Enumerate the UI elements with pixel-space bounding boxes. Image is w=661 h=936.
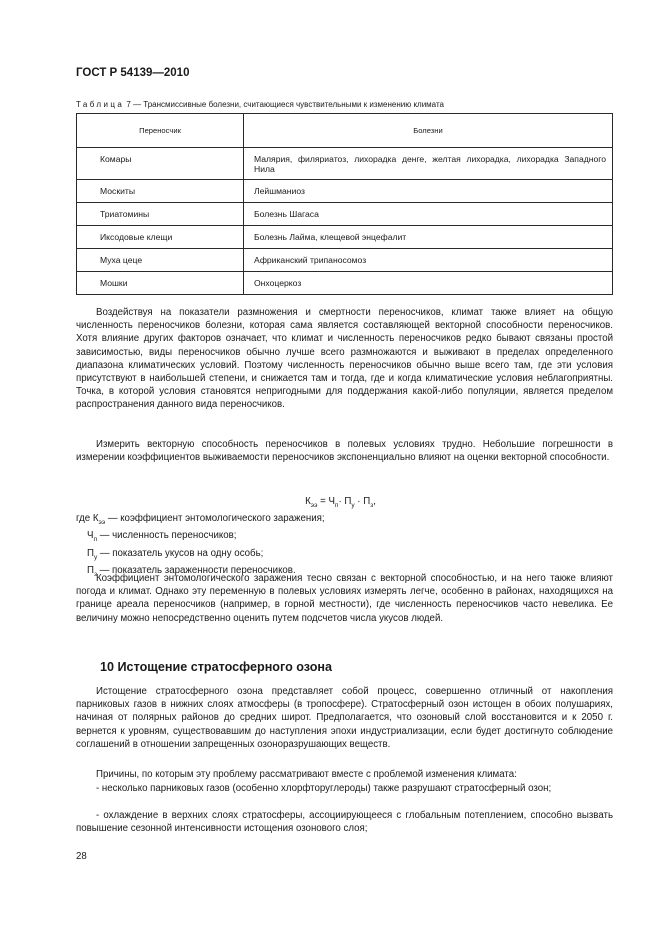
definition-line: где $К_{ээ}$ — коэффициент энтомологического заражения; [76, 513, 325, 526]
vector-cell: Триатомины [77, 203, 244, 226]
vector-cell: Мошки [77, 272, 244, 295]
table-caption-prefix: Таблица [76, 100, 125, 109]
table-row [77, 148, 613, 180]
vector-disease-table [76, 113, 613, 295]
table-row [77, 203, 613, 226]
col-header-vector: Переносчик [77, 114, 244, 148]
col-header-diseases: Болезни [244, 114, 613, 148]
table-caption [76, 100, 444, 109]
disease-cell: Болезнь Лайма, клещевой энцефалит [244, 226, 613, 249]
paragraph-reasons: Причины, по которым эту проблему рассматривают вместе с проблемой изменения климата: [96, 769, 517, 780]
disease-cell: Болезнь Шагаса [244, 203, 613, 226]
disease-cell: Онхоцеркоз [244, 272, 613, 295]
table-row [77, 226, 613, 249]
disease-cell: Малярия, филяриатоз, лихорадка денге, желтая лихорадка, лихорадка Западного Нила [244, 148, 613, 180]
vector-cell: Иксодовые клещи [77, 226, 244, 249]
list-item: - охлаждение в верхних слоях стратосферы, ассоциирующееся с глобальным потеплением, способно вызвать повышение сезонной интенсивности истощения озонового слоя; [76, 810, 613, 835]
table-caption-text: 7 — Трансмиссивные болезни, считающиеся чувствительными к изменению климата [124, 100, 444, 109]
disease-cell: Лейшманиоз [244, 180, 613, 203]
document-header: ГОСТ Р 54139—2010 [76, 67, 190, 79]
table-row [77, 180, 613, 203]
list-item: - несколько парниковых газов (особенно хлорфторуглероды) также разрушают стратосферный озон; [96, 783, 552, 794]
paragraph-eir: Коэффициент энтомологического заражения тесно связан с векторной способностью, и на него также влияют погода и климат. Однако эту переменную в полевых условиях измерять легче, особенно в районах, находящихся на границе ареала переносчиков (например, в горной местности), где численность переносчиков часто невелика. Ее величину можно непосредственно оценить путем подсчетов числа укусов людей. [76, 573, 613, 624]
vector-cell: Москиты [77, 180, 244, 203]
definition-line: $П_з$ — показатель зараженности переносчиков. [87, 565, 296, 578]
section-title: 10 Истощение стратосферного озона [100, 660, 333, 674]
paragraph-ozone: Истощение стратосферного озона представляет собой процесс, совершенно отличный от накопления парниковых газов в нижних слоях атмосферы (в тропосфере). Стратосферный озон истощен в обоих полушариях, начиная от полярных районов до средних широт. Предполагается, что озоновый слой восстановится и к 2050 г. вернется к уровням, существовавшим до наступления эпохи индустриализации, если будет достигнуто соблюдение соглашений в отношении запрещенных озоноразрушающих веществ. [76, 686, 613, 750]
formula-definitions [76, 512, 613, 581]
eir-formula: $К_{ээ} = Ч_п\cdot П_у \cdot П_з$, [305, 496, 376, 509]
definition-line: $П_у$ — показатель укусов на одну особь; [87, 547, 264, 561]
paragraph-vector-abundance: Воздействуя на показатели размножения и смертности переносчиков, климат также влияет на общую численность переносчиков болезни, которая сама является составляющей векторной способности переносчиков. Хотя влияние других факторов означает, что климат и численность переносчиков редко бывают связаны простой зависимостью, виды переносчиков обычно лучше всего размножаются и выживают в пределах определенного диапазона климатических условий. Поэтому численность переносчиков обычно выше всего там, где эти условия присутствуют в наибольшей степени, и снижается там и тогда, где и когда климатические условия неблагоприятны. Точка, в которой условия становятся непригодными для поддержания какой-либо популяции, является пределом распространения данного вида переносчиков. [76, 307, 613, 411]
table-row [77, 272, 613, 295]
vector-cell: Муха цеце [77, 249, 244, 272]
page-number: 28 [76, 851, 87, 862]
paragraph-vector-capacity: Измерить векторную способность переносчиков в полевых условиях трудно. Небольшие погрешности в измерении коэффициентов выживаемости переносчиков экспоненциально влияют на оценки векторной способности. [76, 439, 613, 464]
vector-cell: Комары [77, 148, 244, 180]
table-row [77, 249, 613, 272]
definition-line: $Ч_п$ — численность переносчиков; [87, 530, 237, 544]
disease-cell: Африканский трипаносомоз [244, 249, 613, 272]
table-header-row [77, 114, 613, 148]
